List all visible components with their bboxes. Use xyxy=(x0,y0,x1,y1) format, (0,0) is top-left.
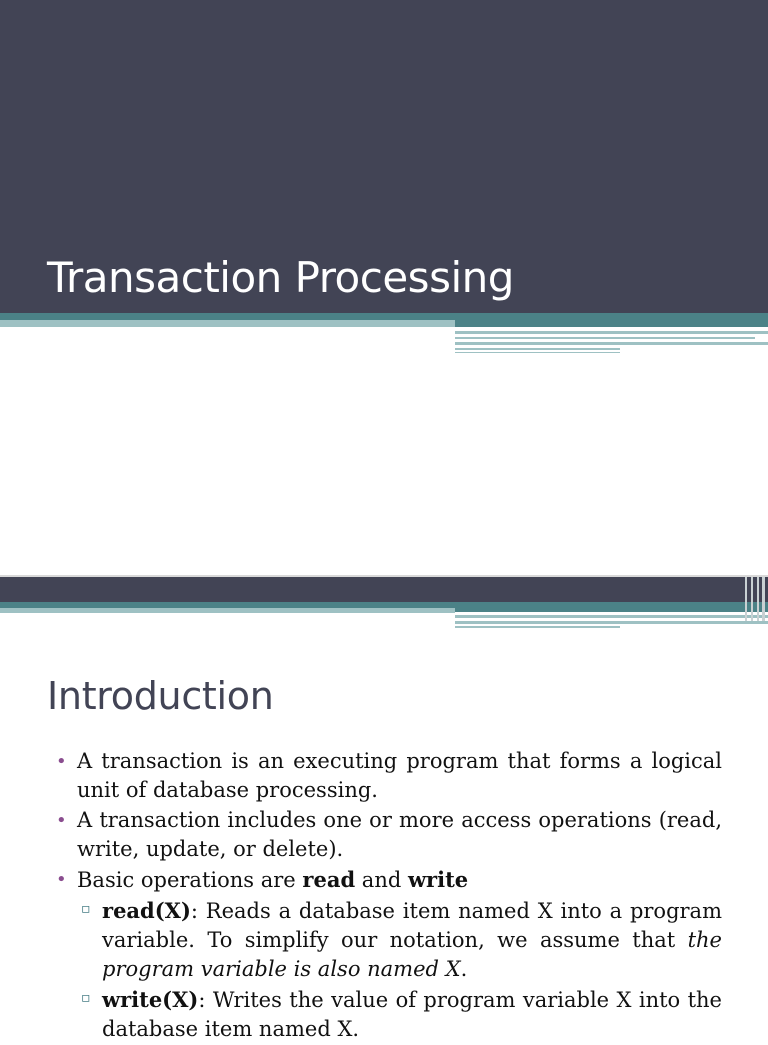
sub-bullet-marker: ▫ xyxy=(81,990,91,1006)
stripe-thin-3 xyxy=(455,342,768,345)
stripe-thin-2-1 xyxy=(455,615,768,618)
content-slide xyxy=(0,577,768,1041)
bullet-text-segment: Basic operations are xyxy=(77,868,303,892)
content-slide-title: Introduction xyxy=(47,674,274,718)
stripe-light-2 xyxy=(0,608,455,613)
bullet-marker: • xyxy=(56,869,67,890)
bullet-marker: • xyxy=(56,751,67,772)
stripe-vertical-3 xyxy=(757,577,759,621)
bullet-text-segment: and xyxy=(355,868,408,892)
stripe-thin-4 xyxy=(455,348,620,350)
title-slide-title: Transaction Processing xyxy=(47,253,514,302)
bullet-text-segment: write(X) xyxy=(102,987,199,1012)
bullet-text-segment: write xyxy=(407,867,469,892)
sub-bullet-item xyxy=(56,985,722,1044)
bullet-marker: • xyxy=(56,810,67,831)
bullet-list xyxy=(56,747,722,1045)
bullet-text-segment: read(X) xyxy=(102,898,191,923)
bullet-text-segment: the program variable is also named X xyxy=(102,928,722,981)
sub-bullet-marker: ▫ xyxy=(81,901,91,917)
sub-bullet-item xyxy=(56,896,722,984)
content-slide-header-band xyxy=(0,577,768,602)
bullet-text-segment: : Writes the value of program variable X into the database item named X. xyxy=(102,988,722,1041)
bullet-text-segment: . xyxy=(460,957,468,981)
stripe-thin-2-2 xyxy=(455,621,768,624)
stripe-vertical-4 xyxy=(762,577,765,621)
stripe-thin-2-3 xyxy=(455,626,620,628)
bullet-text-segment: read xyxy=(302,867,356,892)
bullet-item xyxy=(56,747,722,805)
bullet-item xyxy=(56,806,722,864)
bullet-text-segment: A transaction includes one or more access operations (read, write, update, or delete). xyxy=(77,808,722,861)
stripe-thin-5 xyxy=(455,352,620,353)
stripe-vertical-1 xyxy=(745,577,747,621)
stripe-light xyxy=(0,320,455,327)
stripe-thin-1 xyxy=(455,331,768,334)
bullet-text-segment: : Reads a database item named X into a program variable. To simplify our notation, we assume that xyxy=(102,899,722,952)
stripe-thin-2 xyxy=(455,337,755,339)
stripe-vertical-2 xyxy=(751,577,753,621)
bullet-text-segment: A transaction is an executing program that forms a logical unit of database processing. xyxy=(77,749,722,802)
bullet-item xyxy=(56,865,722,895)
